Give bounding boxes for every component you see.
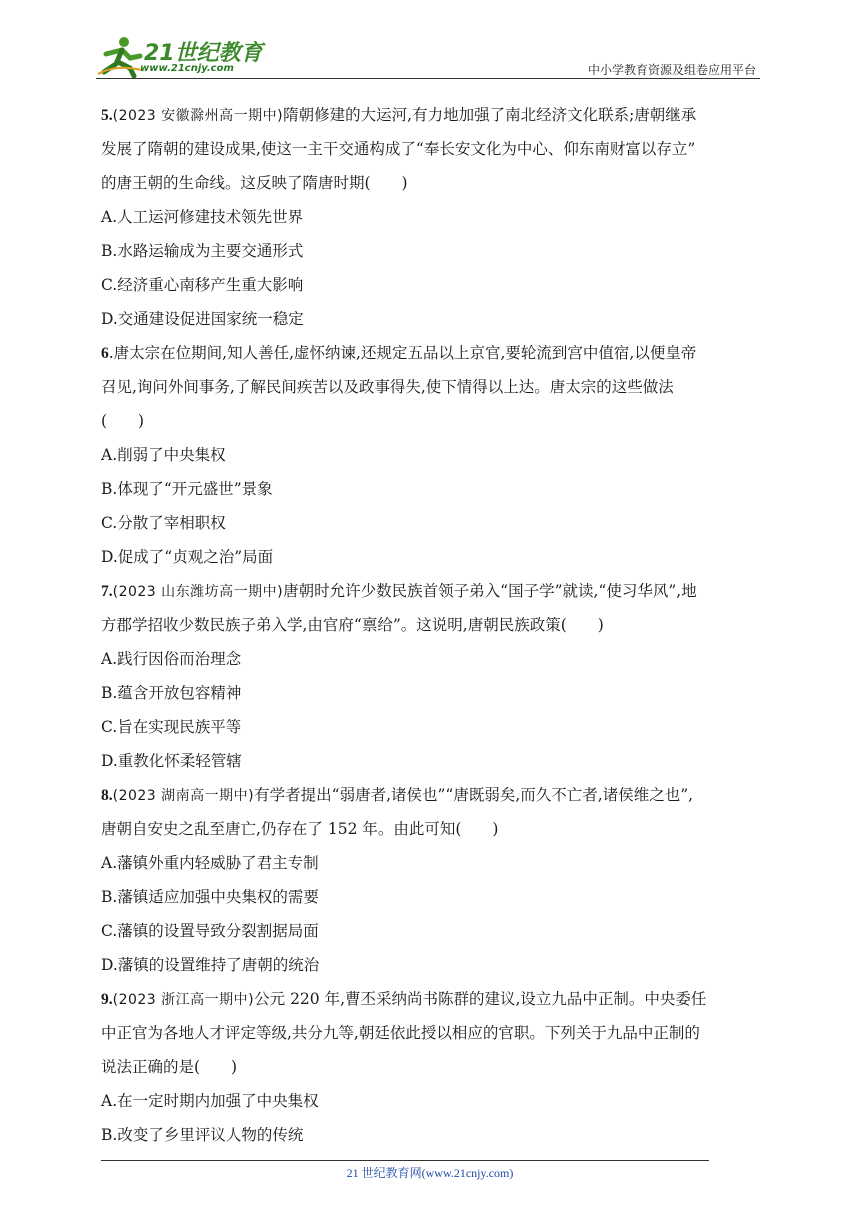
question-9	[101, 982, 765, 1152]
header-divider	[96, 78, 760, 79]
logo-url: www.21cnjy.com	[140, 63, 234, 74]
site-logo	[96, 34, 266, 78]
question-list	[101, 98, 765, 1152]
question-text: 有学者提出“弱唐者,诸侯也”“唐既弱矣,而久不亡者,诸侯维之也”,	[254, 786, 694, 804]
question-8	[101, 778, 765, 982]
question-text: 唐朝自安史之乱至唐亡,仍存在了 152 年。由此可知( )	[101, 820, 499, 838]
platform-title: 中小学教育资源及组卷应用平台	[587, 63, 756, 77]
question-line: 9.(2023 浙江高一期中)公元 220 年,曹丕采纳尚书陈群的建议,设立九品中正制。中央委任	[101, 990, 707, 1008]
answer-option: C.旨在实现民族平等	[101, 718, 242, 736]
answer-option: B.蕴含开放包容精神	[101, 684, 242, 702]
question-line	[101, 166, 765, 200]
answer-option: B.水路运输成为主要交通形式	[101, 242, 304, 260]
question-number: 7	[101, 583, 109, 600]
answer-option: B.改变了乡里评议人物的传统	[101, 1126, 304, 1144]
question-source: (2023 湖南高一期中)	[112, 788, 255, 804]
question-line: 5.(2023 安徽滁州高一期中)隋朝修建的大运河,有力地加强了南北经济文化联系;唐朝继承	[101, 106, 697, 124]
answer-option: A.削弱了中央集权	[101, 446, 226, 464]
footer-divider	[101, 1160, 709, 1161]
question-text: ( )	[101, 412, 145, 430]
answer-option: D.促成了“贞观之治”局面	[101, 548, 274, 566]
question-line	[101, 608, 765, 642]
answer-option: D.重教化怀柔轻管辖	[101, 752, 242, 770]
question-text: 唐朝时允许少数民族首领子弟入“国子学”就读,“使习华风”,地	[283, 582, 697, 600]
answer-option: A.人工运河修建技术领先世界	[101, 208, 304, 226]
logo-text: 21世纪教育	[144, 41, 263, 66]
question-number: 8	[101, 787, 109, 804]
answer-option: B.体现了“开元盛世”景象	[101, 480, 273, 498]
question-line	[101, 336, 765, 370]
question-text: 发展了隋朝的建设成果,使这一主干交通构成了“奉长安文化为中心、仰东南财富以存立”	[101, 140, 696, 158]
question-5	[101, 98, 765, 336]
question-text: 隋朝修建的大运河,有力地加强了南北经济文化联系;唐朝继承	[283, 106, 697, 124]
answer-option: C.经济重心南移产生重大影响	[101, 276, 304, 294]
answer-option: D.藩镇的设置维持了唐朝的统治	[101, 956, 320, 974]
question-text: 说法正确的是( )	[101, 1058, 238, 1076]
question-text: 中正官为各地人才评定等级,共分九等,朝廷依此授以相应的官职。下列关于九品中正制的	[101, 1024, 700, 1042]
footer-text: 21 世纪教育网(www.21cnjy.com)	[346, 1166, 514, 1180]
answer-option: D.交通建设促进国家统一稳定	[101, 310, 304, 328]
answer-option: C.藩镇的设置导致分裂割据局面	[101, 922, 319, 940]
question-number: 9	[101, 991, 109, 1008]
question-line	[101, 1016, 765, 1050]
question-source: (2023 山东潍坊高一期中)	[112, 584, 284, 600]
question-line	[101, 132, 765, 166]
question-source: (2023 安徽滁州高一期中)	[112, 108, 284, 124]
question-line	[101, 404, 765, 438]
answer-option: A.在一定时期内加强了中央集权	[101, 1092, 319, 1110]
question-number: 5	[101, 107, 109, 124]
question-line: 7.(2023 山东潍坊高一期中)唐朝时允许少数民族首领子弟入“国子学”就读,“使习华风”,地	[101, 582, 697, 600]
question-line: 8.(2023 湖南高一期中)有学者提出“弱唐者,诸侯也”“唐既弱矣,而久不亡者,诸侯维之也”,	[101, 786, 694, 804]
question-text: 的唐王朝的生命线。这反映了隋唐时期( )	[101, 174, 408, 192]
answer-option: A.藩镇外重内轻威胁了君主专制	[101, 854, 319, 872]
question-text: .唐太宗在位期间,知人善任,虚怀纳谏,还规定五品以上京官,要轮流到宫中值宿,以便皇帝	[108, 344, 697, 362]
question-number: 6	[101, 345, 109, 362]
answer-option: B.藩镇适应加强中央集权的需要	[101, 888, 319, 906]
answer-option: A.践行因俗而治理念	[101, 650, 242, 668]
question-text: 召见,询问外间事务,了解民间疾苦以及政事得失,使下情得以上达。唐太宗的这些做法	[101, 378, 674, 396]
question-line	[101, 1050, 765, 1084]
question-line	[101, 370, 765, 404]
question-text: 公元 220 年,曹丕采纳尚书陈群的建议,设立九品中正制。中央委任	[254, 990, 707, 1008]
question-text: 方郡学招收少数民族子弟入学,由官府“禀给”。这说明,唐朝民族政策( )	[101, 616, 604, 634]
page-header	[96, 34, 760, 80]
question-source: (2023 浙江高一期中)	[112, 992, 255, 1008]
answer-option: C.分散了宰相职权	[101, 514, 226, 532]
runner-logo-icon	[96, 34, 144, 78]
question-line	[101, 812, 765, 846]
question-6	[101, 336, 765, 574]
question-7	[101, 574, 765, 778]
